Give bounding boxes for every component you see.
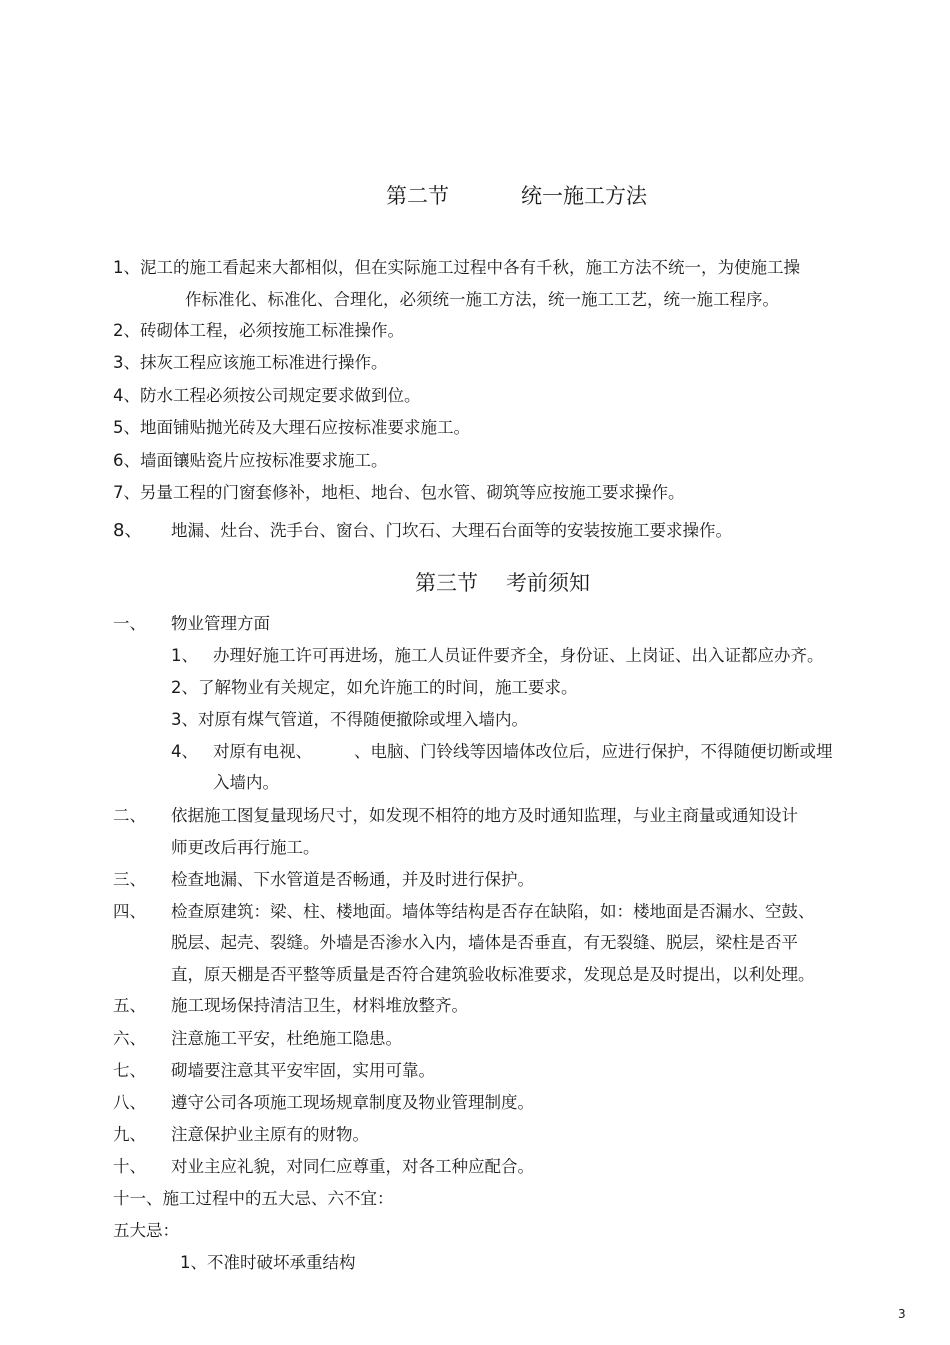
list-marker: 一、: [113, 614, 146, 633]
list-text: 抹灰工程应该施工标准进行操作。: [140, 353, 388, 372]
list-marker: 4、: [113, 386, 140, 405]
list-item: [113, 483, 685, 503]
list-marker: 七、: [113, 1061, 146, 1080]
list-marker: 六、: [113, 1029, 146, 1048]
list-marker: 6、: [113, 451, 140, 470]
list-item: 十一、施工过程中的五大忌、六不宜：: [113, 1189, 394, 1208]
list-item: [113, 386, 421, 406]
list-item: [113, 353, 388, 373]
list-marker: 二、: [113, 806, 146, 825]
sub-item-marker: 2、: [171, 678, 198, 697]
list-text: 另量工程的门窗套修补，地柜、地台、包水管、砌筑等应按施工要求操作。: [140, 483, 685, 502]
sub-item: [171, 710, 528, 730]
list-marker: 2、: [113, 321, 140, 340]
list-text: 墙面镶贴瓷片应按标准要求施工。: [140, 451, 388, 470]
sub-item-marker: 3、: [171, 710, 198, 729]
section-2-heading: [386, 180, 647, 210]
list-text: 物业管理方面: [171, 614, 270, 633]
list-text: 防水工程必须按公司规定要求做到位。: [140, 386, 421, 405]
section-3-number: 第三节: [415, 571, 478, 595]
section-3-heading: [415, 567, 590, 597]
list-marker: 8、: [113, 520, 143, 541]
list-marker: 5、: [113, 418, 140, 437]
list-text: 依据施工图复量现场尺寸，如发现不相符的地方及时通知监理，与业主商量或通知设计: [171, 806, 798, 825]
list-text: 检查地漏、下水管道是否畅通，并及时进行保护。: [171, 870, 534, 889]
list-marker: 7、: [113, 483, 140, 502]
page-number: 3: [898, 1307, 906, 1321]
list-text: 地漏、灶台、洗手台、窗台、门坎石、大理石台面等的安装按施工要求操作。: [171, 521, 732, 540]
list-item: [113, 521, 142, 541]
list-text: 砌墙要注意其平安牢固，实用可靠。: [171, 1061, 435, 1080]
list-marker: 八、: [113, 1093, 146, 1112]
section-3-title: 考前须知: [506, 571, 590, 595]
list-marker: 五、: [113, 996, 146, 1015]
list-item: [113, 451, 388, 471]
list-marker: 四、: [113, 902, 146, 921]
sub-item-continuation: 入墙内。: [213, 773, 279, 792]
list-text: 地面铺贴抛光砖及大理石应按标准要求施工。: [140, 418, 470, 437]
sub-item-text: 办理好施工许可再进场，施工人员证件要齐全，身份证、上岗证、出入证都应办齐。: [213, 646, 824, 665]
list-marker: 十、: [113, 1157, 146, 1176]
list-item: [113, 258, 800, 278]
list-item: [113, 418, 470, 438]
list-text: 施工现场保持清洁卫生，材料堆放整齐。: [171, 996, 468, 1015]
list-text: 砖砌体工程，必须按施工标准操作。: [140, 321, 404, 340]
sub-item-text: 对原有煤气管道，不得随便撤除或埋入墙内。: [198, 710, 528, 729]
list-item: [113, 321, 404, 341]
sub-item-marker: 1、: [171, 646, 198, 665]
list-marker: 1、: [113, 258, 140, 277]
list-item-continuation: [185, 290, 779, 310]
sub-item: [171, 678, 578, 698]
list-text: 检查原建筑：梁、柱、楼地面。墙体等结构是否存在缺陷，如：楼地面是否漏水、空鼓、: [171, 902, 815, 921]
list-text: 师更改后再行施工。: [171, 838, 320, 857]
section-2-number: 第二节: [386, 184, 449, 208]
list-text: 泥工的施工看起来大都相似，但在实际施工过程中各有千秋，施工方法不统一，为使施工操: [140, 258, 800, 277]
sub-item-text: 对原有电视、 、电脑、门铃线等因墙体改位后，应进行保护，不得随便切断或埋: [213, 742, 833, 761]
list-text: 遵守公司各项施工现场规章制度及物业管理制度。: [171, 1093, 534, 1112]
sub-item: 1、不准时破坏承重结构: [180, 1253, 356, 1272]
list-text: 注意施工平安，杜绝施工隐患。: [171, 1029, 402, 1048]
sub-item-marker: 4、: [171, 742, 198, 761]
list-text: 对业主应礼貌，对同仁应尊重，对各工种应配合。: [171, 1157, 534, 1176]
sub-item-text: 了解物业有关规定，如允许施工的时间，施工要求。: [198, 678, 578, 697]
list-marker: 三、: [113, 870, 146, 889]
list-text: 注意保护业主原有的财物。: [171, 1125, 369, 1144]
section-2-title: 统一施工方法: [521, 184, 647, 208]
list-marker: 3、: [113, 353, 140, 372]
list-marker: 九、: [113, 1125, 146, 1144]
list-text: 脱层、起壳、裂缝。外墙是否渗水入内，墙体是否垂直，有无裂缝、脱层，梁柱是否平: [171, 933, 798, 952]
list-text: 作标准化、标准化、合理化，必须统一施工方法，统一施工工艺，统一施工程序。: [185, 290, 779, 309]
subheading: 五大忌：: [113, 1221, 179, 1240]
list-text: 直，原天棚是否平整等质量是否符合建筑验收标准要求，发现总是及时提出，以利处理。: [171, 965, 815, 984]
